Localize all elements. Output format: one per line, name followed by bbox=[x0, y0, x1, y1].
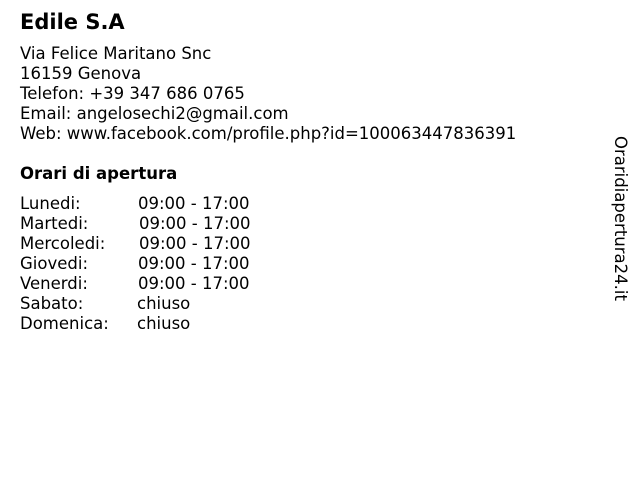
day-hours: 09:00 - 17:00 bbox=[138, 194, 250, 213]
opening-hours-heading: Orari di apertura bbox=[20, 164, 178, 183]
email-line: Email: angelosechi2@gmail.com bbox=[20, 104, 289, 123]
day-hours: 09:00 - 17:00 bbox=[139, 234, 251, 253]
address-city: 16159 Genova bbox=[20, 64, 142, 83]
day-label: Giovedi: bbox=[20, 254, 88, 273]
day-hours: 09:00 - 17:00 bbox=[138, 254, 250, 273]
day-hours: chiuso bbox=[137, 294, 191, 313]
site-watermark: Oraridiapertura24.it bbox=[611, 136, 630, 301]
contact-info bbox=[20, 44, 516, 144]
day-label: Domenica: bbox=[20, 314, 109, 333]
address-street: Via Felice Maritano Snc bbox=[20, 44, 212, 63]
day-label: Sabato: bbox=[20, 294, 84, 313]
day-label: Lunedi: bbox=[20, 194, 81, 213]
day-label: Venerdi: bbox=[20, 274, 88, 293]
web-line: Web: www.facebook.com/profile.php?id=100063447836391 bbox=[20, 124, 517, 143]
day-hours: 09:00 - 17:00 bbox=[139, 214, 251, 233]
phone-line: Telefon: +39 347 686 0765 bbox=[20, 84, 245, 103]
day-label: Mercoledi: bbox=[20, 234, 106, 253]
business-name: Edile S.A bbox=[20, 10, 125, 34]
day-hours: 09:00 - 17:00 bbox=[138, 274, 250, 293]
day-hours: chiuso bbox=[137, 314, 191, 333]
day-label: Martedi: bbox=[20, 214, 89, 233]
